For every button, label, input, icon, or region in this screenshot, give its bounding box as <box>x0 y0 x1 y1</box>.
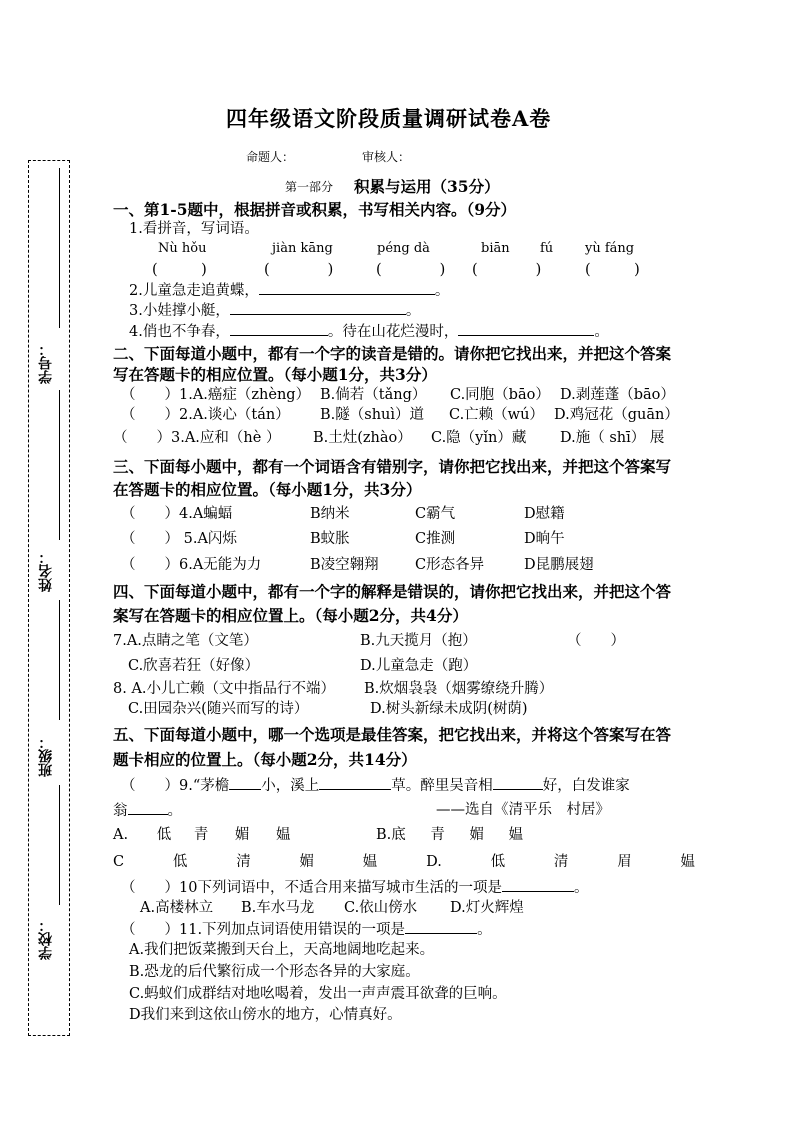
q9-text-e: 翁 <box>113 803 128 819</box>
class-line <box>59 600 60 720</box>
section-4-heading-1: 四、下面每道小题中，都有一个字的解释是错误的，请你把它找出来，并把这个答 <box>113 582 672 601</box>
reviewer-label: 审核人： <box>362 150 411 164</box>
q9-blank-3[interactable] <box>493 775 543 790</box>
q10-line <box>121 877 588 898</box>
q1-option-c: C.同胞（bāo） <box>450 387 550 403</box>
q1-option-b: B.倘若（tǎng） <box>320 387 427 403</box>
section-5-heading-2: 题卡相应的位置上。（每小题2分，共14分） <box>113 750 417 769</box>
pinyin-6: yù fáng <box>585 241 635 256</box>
q9-option-a-char-1: 低 <box>156 827 172 843</box>
q9-option-a-char-3: 媚 <box>234 827 250 843</box>
answer-box-2[interactable]: ( ) <box>264 262 334 278</box>
q9-option-b-label: B.底 <box>376 827 406 843</box>
section-3-heading-1: 三、下面每小题中，都有一个词语含有错别字，请你把它找出来，并把这个答案写 <box>113 457 672 476</box>
name-label: 姓名： <box>38 550 54 592</box>
q3-end: 。 <box>405 303 421 319</box>
q2-line <box>129 280 449 301</box>
q3-option-c: C.隐（yǐn）藏 <box>431 430 527 446</box>
q7-answer-paren[interactable]: （ ） <box>567 633 625 649</box>
q4-line <box>129 321 609 342</box>
q6-prefix: （ ）6.A无能为力 <box>121 557 262 573</box>
answer-box-4[interactable]: ( ) <box>472 262 542 278</box>
q10-option-a: A.高楼林立 <box>140 900 214 916</box>
q9-options-cd <box>113 852 695 872</box>
q10-end: 。 <box>573 880 589 896</box>
answer-box-5[interactable]: ( ) <box>585 262 640 278</box>
school-label: 学校： <box>38 918 54 960</box>
q9-end: 。 <box>167 803 182 819</box>
q9-blank-1[interactable] <box>229 775 261 790</box>
q4-end: 。 <box>594 324 609 340</box>
q6-option-b: B凌空翱翔 <box>310 557 379 573</box>
section-4-heading-2: 案写在答题卡的相应位置上。（每小题2分，共4分） <box>113 606 468 625</box>
section-3-heading-2: 在答题卡的相应位置。（每小题1分，共3分） <box>113 480 422 499</box>
q9-option-a <box>113 825 291 845</box>
q9-text-d: 好，白发谁家 <box>542 778 630 794</box>
binding-margin <box>28 160 70 1036</box>
part-name: 积累与运用（35分） <box>354 177 500 196</box>
q4-text-b: 。待在山花烂漫时， <box>327 324 459 340</box>
q9-option-b-char-3: 媪 <box>508 827 524 843</box>
q3-text: 3.小娃撑小艇， <box>129 303 230 319</box>
q2-prefix: （ ）2.A.谈心（tán） <box>121 407 290 423</box>
q3-prefix: （ ）3.A.应和（hè ） <box>113 430 281 446</box>
q9-option-a-char-2: 青 <box>193 827 209 843</box>
q5-option-b: B蚊胀 <box>310 531 350 547</box>
q11-option-a: A.我们把饭菜搬到天台上，天高地阔地吃起来。 <box>129 942 435 958</box>
q3-blank[interactable] <box>230 300 406 315</box>
q7-option-a: 7.A.点睛之笔（文笔） <box>113 633 258 649</box>
q7-option-b: B.九天揽月（抱） <box>360 633 477 649</box>
q9-text-c: 草。醉里吴音相 <box>391 778 493 794</box>
q8-option-b: B.炊烟袅袅（烟雾缭绕升腾） <box>364 681 554 697</box>
q11-blank[interactable] <box>405 919 477 934</box>
pinyin-5: fú <box>540 241 554 256</box>
q9-option-b <box>376 825 523 845</box>
q5-option-d: D晌午 <box>524 531 565 547</box>
q2-blank[interactable] <box>259 280 435 295</box>
q5-prefix: （ ） 5.A闪烁 <box>121 531 237 547</box>
q10-blank[interactable] <box>502 877 574 892</box>
student-no-label: 学号： <box>38 342 54 384</box>
q6-option-c: C形态各异 <box>415 557 485 573</box>
q8-option-d: D.树头新绿未成阴(树荫) <box>370 701 528 717</box>
q9-text-a: （ ）9.“茅檐 <box>121 778 230 794</box>
q7-option-d: D.儿童急走（跑） <box>360 658 478 674</box>
q11-option-c: C.蚂蚁们成群结对地吆喝着，发出一声声震耳欲聋的巨响。 <box>129 986 507 1002</box>
section-2-heading-2: 写在答题卡的相应位置。（每小题1分，共3分） <box>113 365 437 384</box>
pinyin-3: péng dà <box>377 241 430 256</box>
q2-text: 2.儿童急走追黄蝶， <box>129 283 259 299</box>
q4-text-a: 4.俏也不争春， <box>129 324 230 340</box>
q2-end: 。 <box>434 283 450 299</box>
q4-blank-2[interactable] <box>458 321 594 336</box>
section-1-heading: 一、第1-5题中，根据拼音或积累，书写相关内容。（9分） <box>113 200 517 219</box>
q9-option-d-char-4: 媪 <box>680 854 695 870</box>
q9-option-c-char-1: 低 <box>172 854 188 870</box>
q9-option-c-label: C <box>113 854 125 870</box>
q4-option-b: B纳米 <box>310 506 350 522</box>
section-5-heading-1: 五、下面每道小题中，哪一个选项是最佳答案，把它找出来，并将这个答案写在答 <box>113 725 672 744</box>
section-2-heading-1: 二、下面每道小题中，都有一个字的读音是错的。请你把它找出来，并把这个答案 <box>113 344 672 363</box>
q7-option-c: C.欣喜若狂（好像） <box>128 658 260 674</box>
name-line <box>59 390 60 540</box>
pinyin-1: Nù hǒu <box>158 241 207 256</box>
q11-text: （ ）11.下列加点词语使用错误的一项是 <box>121 922 406 938</box>
q9-option-d-label: D. <box>426 854 442 870</box>
q1-option-d: D.剥莲蓬（bāo） <box>560 387 675 403</box>
q1-text: 1.看拼音，写词语。 <box>129 221 259 237</box>
q9-option-c-char-2: 清 <box>236 854 251 870</box>
q10-option-b: B.车水马龙 <box>241 900 315 916</box>
q9-line <box>121 775 630 796</box>
q9-option-c-char-3: 媚 <box>299 854 314 870</box>
q9-option-d-char-3: 眉 <box>617 854 632 870</box>
q9-blank-4[interactable] <box>128 800 168 815</box>
q9-line-2 <box>113 800 182 821</box>
q2-option-b: B.隧（shuì）道 <box>320 407 425 423</box>
q9-option-a-char-4: 媪 <box>276 827 291 843</box>
q4-option-c: C霸气 <box>415 506 456 522</box>
q11-option-d: D我们来到这依山傍水的地方，心情真好。 <box>129 1007 402 1023</box>
q11-option-b: B.恐龙的后代繁衍成一个形态各异的大家庭。 <box>129 964 420 980</box>
q9-option-d-char-1: 低 <box>490 854 506 870</box>
q9-option-c-char-4: 媪 <box>362 854 378 870</box>
q3-option-d: D.施（ shī） 展 <box>560 430 665 446</box>
q8-option-a: 8. A.小儿亡赖（文中指品行不端） <box>113 681 336 697</box>
pinyin-4: biān <box>481 241 510 256</box>
pinyin-2: jiàn kāng <box>272 241 333 256</box>
q10-option-c: C.依山傍水 <box>344 900 418 916</box>
proposer-label: 命题人： <box>246 150 295 164</box>
q5-option-c: C推测 <box>415 531 456 547</box>
q11-end: 。 <box>477 922 492 938</box>
q3-option-b: B.土灶(zhào） <box>313 430 412 446</box>
q2-option-c: C.亡赖（wú） <box>449 407 544 423</box>
q9-option-b-char-2: 媚 <box>469 827 484 843</box>
class-label: 班级： <box>38 735 54 777</box>
q10-option-d: D.灯火辉煌 <box>450 900 524 916</box>
student-no-line <box>59 168 60 328</box>
answer-box-3[interactable]: ( ) <box>376 262 446 278</box>
q9-blank-2[interactable] <box>319 775 391 790</box>
q2-option-d: D.鸡冠花（guān） <box>554 407 679 423</box>
q9-source: ——选自《清平乐 村居》 <box>436 802 610 818</box>
q4-blank-1[interactable] <box>230 321 328 336</box>
page-title: 四年级语文阶段质量调研试卷A卷 <box>226 106 552 131</box>
answer-box-1[interactable]: ( ) <box>152 262 207 278</box>
q9-option-b-char-1: 青 <box>430 827 445 843</box>
q4-prefix: （ ）4.A蝙蝠 <box>121 506 233 522</box>
school-line <box>59 785 60 905</box>
q11-line <box>121 919 492 940</box>
q9-option-d-char-2: 清 <box>553 854 569 870</box>
q9-option-a-label: A. <box>113 827 129 843</box>
q3-line <box>129 300 420 321</box>
q6-option-d: D昆鹏展翅 <box>524 557 594 573</box>
q1-prefix: （ ）1.A.癌症（zhèng） <box>121 387 311 403</box>
q10-text: （ ）10下列词语中，不适合用来描写城市生活的一项是 <box>121 880 502 896</box>
q9-text-b: 小，溪上 <box>261 778 320 794</box>
part-label: 第一部分 <box>285 180 334 194</box>
q4-option-d: D慰籍 <box>524 506 565 522</box>
q8-option-c: C.田园杂兴(随兴而写的诗） <box>128 701 309 717</box>
